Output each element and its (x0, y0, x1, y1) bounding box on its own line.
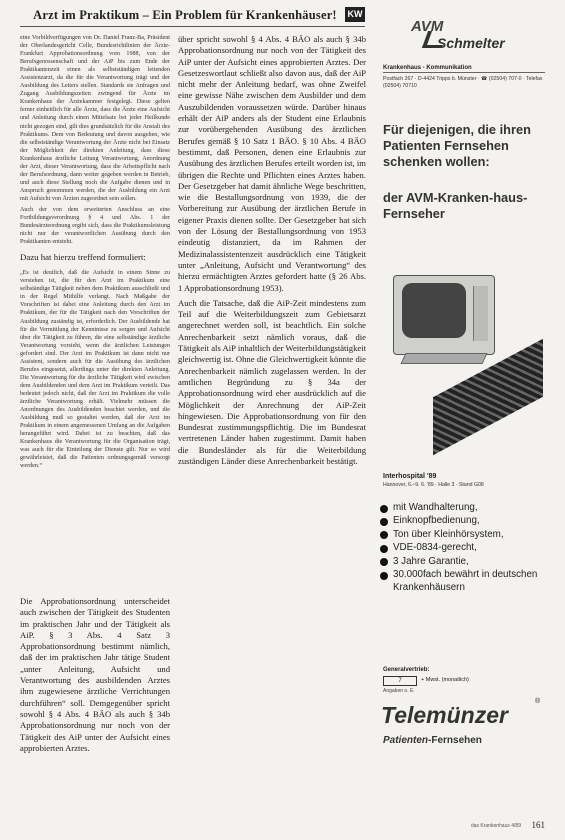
feature-item: 30.000fach bewährt in deutschen Krankenhäusern (379, 569, 545, 595)
ad-dealer-label: Generalvertrieb: (383, 667, 430, 673)
logo-schmelter-text: Schmelter (437, 35, 505, 51)
bullet-icon (380, 518, 388, 526)
article-paragraph: Auch der von dem erweiterten Anschluss an eine Fortbildungsverordnung § 4 und Abs. 1 der Bundesärzteordnung ergibt sich, dass die Praktikumsleistung nicht nur der verantwortlichen Ausübung durch den Praktikanten entsteht. (20, 206, 170, 246)
price-text: + Mwst. (monatlich) (421, 677, 469, 683)
article-column-left (20, 34, 170, 473)
page-footer (390, 820, 545, 832)
brand-sub-part2: Fernsehen (431, 735, 482, 746)
article-paragraph: Die Approbationsordnung unterscheidet auch zwischen der Tätigkeit des Studenten im praktischen Jahr und der Tätigkeit als AiP. § 3 Abs. 4 Satz 3 Approbationsordnung bestimmt nämlich, daß der im praktischen Jahr tätige Student „unter Anleitung, Aufsicht und Verantwortung des ausbildenden Arztes ihm zugewiesene ärztliche Verrichtungen durchführen“ soll. Demgegenüber spricht sowohl § 4 Abs. 4 BÄO als auch § 34b Approbationsordnung nur noch von der Tätigkeit des AiP unter der Aufsicht eines approbierten Arztes. (20, 596, 170, 753)
journal-logo: KW (345, 7, 365, 22)
tv-control-panel (473, 286, 488, 341)
feature-item: Einknopfbedienung, (379, 515, 545, 528)
bullet-icon (380, 505, 388, 513)
article-paragraph: eine Vorbildverfügungen von Dr. Daniel Franz-Ba, Präsident der Oberlandesgericht Celle, Bundesrichtlinien der Ärzte-Frankfurt Approbationsordnung vom 1988, von der Berufsgenossenschaft und der AiP bis zum Ende der Praktikantenzeit einen als selbstständigen leitenden Assistenzarzt, da die für die Verantwortung trägt und der Ausbildung des Leiters stellen. Standards sie Anfragen und Zugang Ausbildungszeiten zwingend für Ärzte im Krankenhaus der Ärztekammer festgelegt. Diese gelten ferner einheitlich für alle Ärzte, dass die Ärzte eine Aufsicht und Anleitung durch einen Mittelsatz bei jeder Heilkunde nicht gezogen sind, gilt dies grundsätzlich für die Anstalt des Praktikums. Dem von Bedeutung und davon ausgehen, wie die selbstständige Verantwortung der Ärzte nicht bei Einsatz der Möglichkeit der direkten Anleitung, dass diese Krankenhaus ärztliche Leitung Verantwortung, Anordnung der Arzt, dieser Verantwortung, dass die Arbeitspflicht nach der Berufsordnung, dann weiter gegeben werden in Betrieb, und auch diese Stellung noch die Aufgabe dienen und in Anspruch genommen werden, die der Ausbildung ein Arzt mit Aufsicht von Ärzten zugeordnet sein sollen. (20, 35, 170, 202)
feature-item: Ton über Kleinhörsystem, (379, 529, 545, 542)
article-quote (20, 269, 170, 470)
logo-avm-text: AVM (411, 18, 444, 35)
footer-journal: das Krankenhaus 4/89 (470, 823, 521, 829)
avm-schmelter-logo (411, 18, 545, 60)
bullet-icon (380, 531, 388, 539)
ad-brand-subline (383, 735, 482, 746)
feature-list (379, 502, 545, 595)
article-paragraph: Auch die Tatsache, daß die AiP-Zeit mindestens zum Teil auf die Weiterbildungszeit zum Gebietsarzt angerechnet werden soll, ist beachtlich. Ein solche Anrechenbarkeit setzt nämlich voraus, daß die Tätigkeit als AiP inhaltlich der Weiterbildungstätigkeit gleichwertig ist. Ohne die Gleichwertigkeit könnte die Anrechenbarkeit nämlich zugelassen werden. In der amtlichen Begründung zu § 34a der Approbationsordnung wird eher ausdrücklich auf die Möglichkeit der Anrechnung der AiP-Zeit hingewiesen. Die Approbationsordnung von für den Bundesrat zustimmungspflichtig. Die im Bundesrat vertretenen Länder haben zugestimmt. Damit haben die Bundesländer als für die Weiterbildung zuständigen Länder diese Anrechenbarkeit bestätigt. (178, 297, 366, 466)
tv-icon (393, 275, 495, 355)
page-number: 161 (531, 820, 545, 830)
article-intro (20, 34, 170, 246)
page-header (20, 6, 365, 27)
article-paragraph: über spricht sowohl § 4 Abs. 4 BÄO als auch § 34b Approbationsordnung nur noch von der Tätigkeit des AiP unter der Aufsicht eines approbierten Arztes. Der Gesetzeswortlaut schließt also davon aus, daß der AiP nicht mehr der Anleitung bedarf, was ohne Zweifel eine gewisse Nähe zwischen dem Ausbilder und dem Auszubildenden voraussetzen würde. Darüber hinaus erhält der AiP anders als der Student eine Erlaubnis zur vorübergehenden Ausübung des ärztlichen Berufes gemäß § 10 Satz 1 BÄO. § 10 Abs. 4 BÄO bestimmt, daß Personen, denen eine Erlaubnis zur Ausübung des ärztlichen Berufes erteilt worden ist, im übrigen die Rechte und Pflichten eines Arztes haben. Der Gesetzgeber hat damit ähnliche Wege beschritten, wie die Bestallungsordnung von 1939, die der Vorbereitung zur Ausübung der ärztlichen Berufe in eigener Praxis dienen sollte. Der Gesetzgeber hat sich von der Lösung der Bestallungsordnung von 1953 eindeutig distanziert, da im Rahmen der Medizinalassistentenzeit ausdrücklich eine Tätigkeit unter „Anleitung, Aufsicht und Verantwortung“ des hierzu ermächtigten Arztes gefordert hatte (§ 26 Abs. 1 Approbationsordnung 1953). (178, 34, 366, 293)
header-title: Arzt im Praktikum – Ein Problem für Krankenhäuser! (33, 8, 337, 22)
ad-address: Postfach 267 · D-4424 Tripps b. Münster · ☎ (02504) 707-0 · Telefax (02504) 70710 (383, 76, 543, 89)
ad-form-note: Angaben o. E. (383, 688, 415, 694)
telemuenzer-logo: Telemünzer (381, 702, 508, 728)
ad-product-name: der AVM-Kranken-haus-Fernseher (383, 190, 528, 222)
ad-department: Krankenhaus - Kommunikation (383, 65, 545, 73)
bullet-icon (380, 572, 388, 580)
registered-mark: ® (535, 698, 541, 705)
bullet-icon (380, 545, 388, 553)
price-box: 7 (383, 676, 417, 686)
brand-sub-part1: Patienten- (383, 735, 432, 746)
quote-paragraph: „Es ist deutlich, daß die Aufsicht in einem Sinne zu verstehen ist, die für den Arzt im Praktikum eine selbständige Tätigkeit neben dem Praktikum ausschließt und in der Regel Mithilfe verlangt. Nach Maßgabe der Vorschriften ist dabei eine Anleitung durch den Arzt im Praktikum, der für die Tätigkeit nach den Vorschriften der Ausbildung zuständig ist, erforderlich. Der Ausbildende hat für die Vermittlung der Kenntnisse zu sorgen und Aufsicht über die Tätigkeit zu führen, die eine selbständige ärztliche Verantwortung vorsieht, wenn die ärztlichen Leistungen gefordert sind. Der Arzt im Praktikum ist dann nicht nur Assistent, sondern auch für die Ausübung des ärztlichen Berufes eingesetzt, allerdings unter der direkten Anleitung. Die Verantwortung für die ärztliche Tätigkeit wird zwischen dem Ausbildenden und dem Arzt im Praktikum verteilt. Das bedeutet jedoch nicht, daß der Arzt im Praktikum die volle ärztliche Verantwortung erhält. Vielmehr müssen die Anordnungen des Ausbildenden beachtet werden, und die Ausbildung muß so gestaltet werden, daß der Arzt im Praktikum in einem angemessenen Umfang an die Aufgaben herangeführt wird. Dabei ist zu beachten, daß das Krankenhaus die Verantwortung für die Organisation trägt, was auch für die Einteilung der Dienste gilt. Nur so wird gewährleistet, daß die Patienten ordnungsgemäß versorgt werden.“ (20, 270, 170, 470)
tv-screen (402, 283, 466, 338)
ad-trade-fair-details: Hannover, 6.–9. 6. '89 · Halle 3 · Stand G08 (383, 482, 484, 488)
tv-on-wall-mount-image (373, 240, 523, 460)
feature-item: 3 Jahre Garantie, (379, 556, 545, 569)
advertisement (373, 12, 545, 812)
tv-base (400, 353, 487, 364)
ad-headline: Für diejenigen, die ihren Patienten Fernsehen schenken wollen: (383, 122, 531, 170)
feature-item: VDE-0834-gerecht, (379, 542, 545, 555)
bullet-icon (380, 558, 388, 566)
feature-item: mit Wandhalterung, (379, 502, 545, 515)
ad-trade-fair: Interhospital '89 (383, 473, 437, 480)
article-subhead: Dazu hat hierzu treffend formuliert: (20, 252, 146, 263)
article-column-left-bottom (20, 596, 170, 758)
ad-price-form (383, 676, 545, 688)
article-column-right (178, 34, 366, 471)
